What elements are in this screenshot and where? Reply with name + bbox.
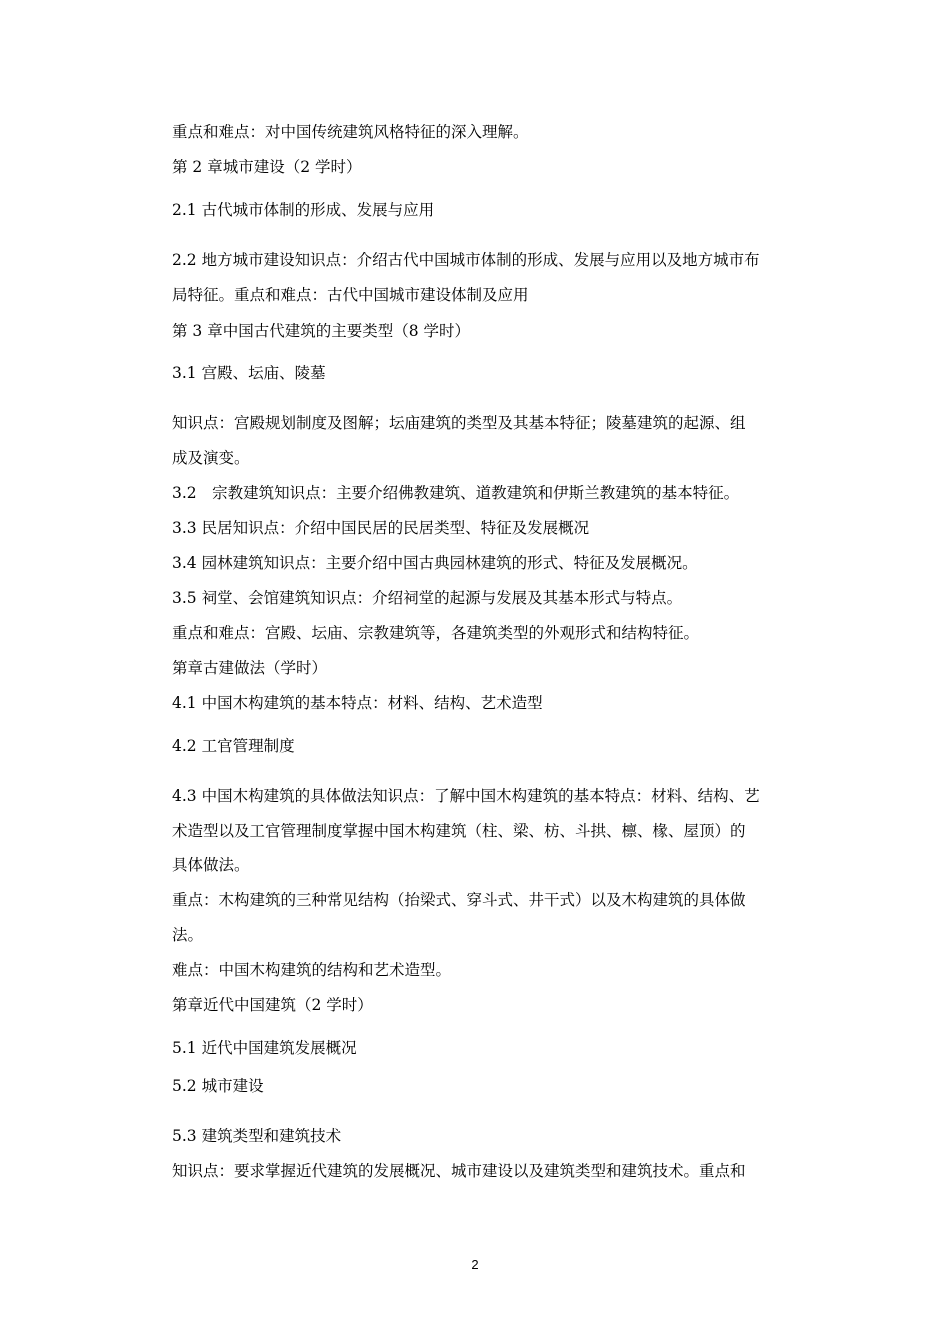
text-line: 3.3 民居知识点：介绍中国民居的民居类型、特征及发展概况 xyxy=(172,519,590,537)
chapter-heading: 第章古建做法（学时） xyxy=(172,659,328,677)
text-line: 重点：木构建筑的三种常见结构（抬梁式、穿斗式、井干式）以及木构建筑的具体做 xyxy=(172,891,746,909)
section-heading: 3.1 宫殿、坛庙、陵墓 xyxy=(172,364,326,382)
text-line: 局特征。重点和难点：古代中国城市建设体制及应用 xyxy=(172,286,529,304)
text-line: 知识点：宫殿规划制度及图解；坛庙建筑的类型及其基本特征；陵墓建筑的起源、组 xyxy=(172,414,746,432)
section-heading: 4.1 中国木构建筑的基本特点：材料、结构、艺术造型 xyxy=(172,694,543,712)
text-line: 术造型以及工官管理制度掌握中国木构建筑（柱、梁、枋、斗拱、檩、椽、屋顶）的 xyxy=(172,822,746,840)
text-line: 2.2 地方城市建设知识点：介绍古代中国城市体制的形成、发展与应用以及地方城市布 xyxy=(172,251,760,269)
text-line: 3.2 宗教建筑知识点：主要介绍佛教建筑、道教建筑和伊斯兰教建筑的基本特征。 xyxy=(172,484,740,502)
chapter-heading: 第 2 章城市建设（2 学时） xyxy=(172,158,362,176)
chapter-heading: 第章近代中国建筑（2 学时） xyxy=(172,996,373,1014)
section-heading: 5.3 建筑类型和建筑技术 xyxy=(172,1127,342,1145)
text-line: 法。 xyxy=(172,926,204,944)
section-heading: 2.1 古代城市体制的形成、发展与应用 xyxy=(172,201,435,219)
text-line: 重点和难点：宫殿、坛庙、宗教建筑等，各建筑类型的外观形式和结构特征。 xyxy=(172,624,700,642)
text-line: 成及演变。 xyxy=(172,449,250,467)
text-line: 具体做法。 xyxy=(172,856,250,874)
text-line: 3.5 祠堂、会馆建筑知识点：介绍祠堂的起源与发展及其基本形式与特点。 xyxy=(172,589,683,607)
text-line: 知识点：要求掌握近代建筑的发展概况、城市建设以及建筑类型和建筑技术。重点和 xyxy=(172,1162,746,1180)
section-heading: 4.2 工官管理制度 xyxy=(172,737,295,755)
text-line: 重点和难点：对中国传统建筑风格特征的深入理解。 xyxy=(172,123,529,141)
section-heading: 5.2 城市建设 xyxy=(172,1077,264,1095)
text-line: 难点：中国木构建筑的结构和艺术造型。 xyxy=(172,961,452,979)
page-number: 2 xyxy=(471,1257,479,1272)
chapter-heading: 第 3 章中国古代建筑的主要类型（8 学时） xyxy=(172,322,471,340)
text-line: 4.3 中国木构建筑的具体做法知识点：了解中国木构建筑的基本特点：材料、结构、艺 xyxy=(172,787,760,805)
section-heading: 5.1 近代中国建筑发展概况 xyxy=(172,1039,357,1057)
text-line: 3.4 园林建筑知识点：主要介绍中国古典园林建筑的形式、特征及发展概况。 xyxy=(172,554,698,572)
